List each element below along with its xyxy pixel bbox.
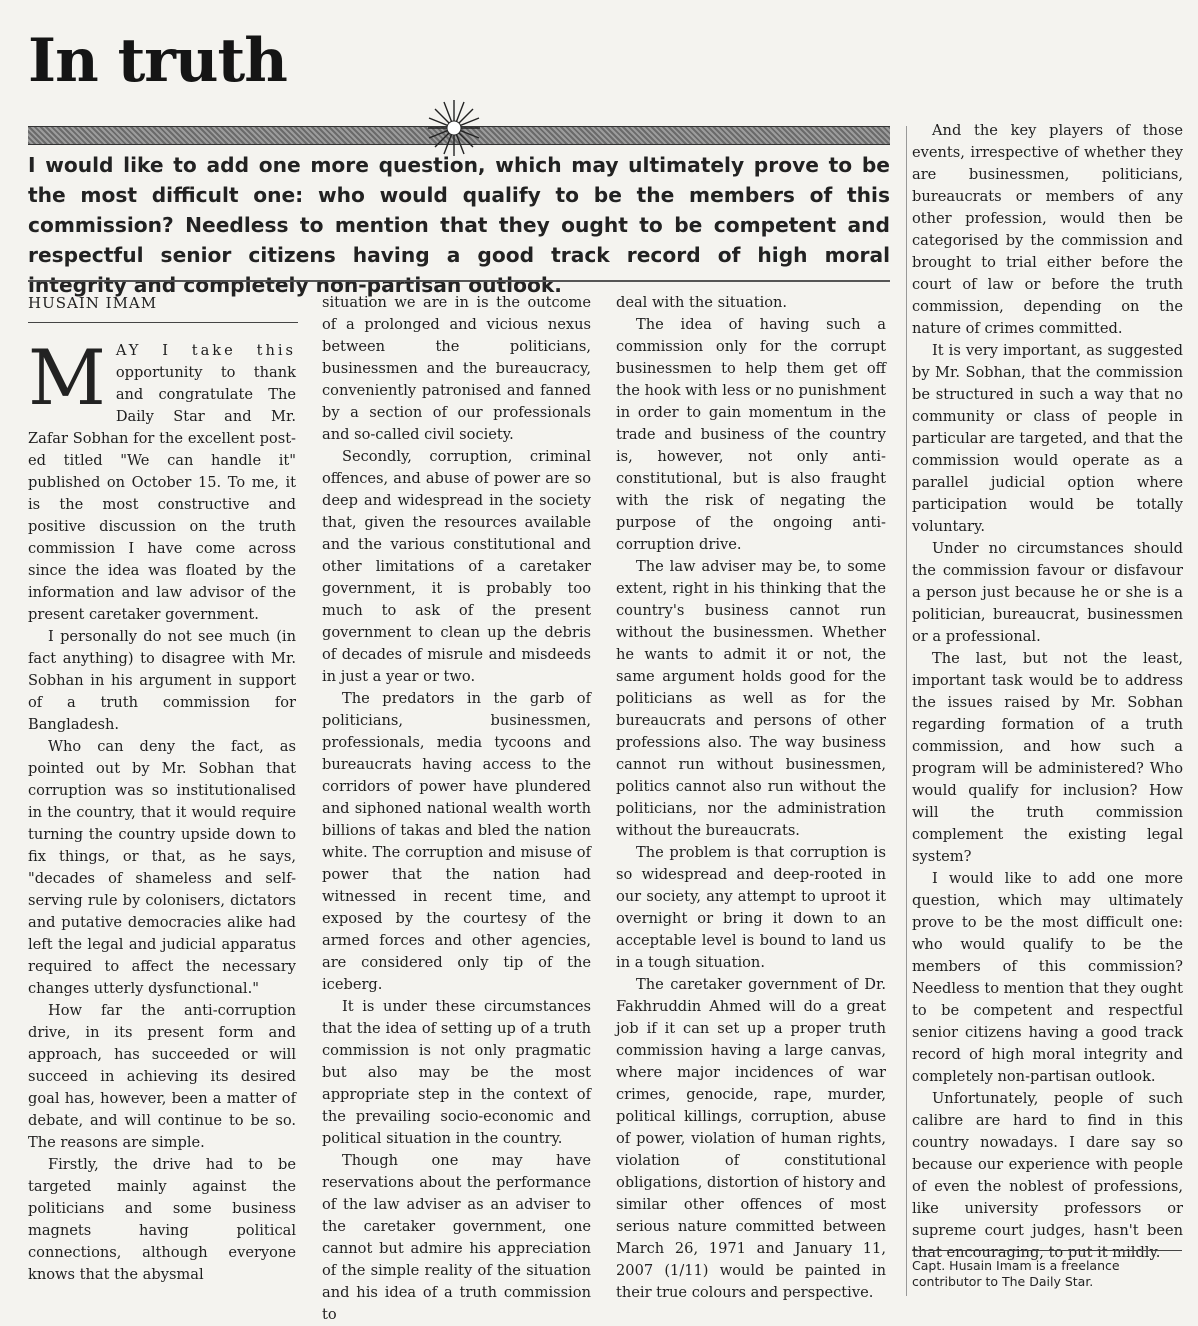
column-4	[912, 120, 1183, 1264]
paragraph: The law adviser may be, to some extent, right in his thinking that the country's business cannot run without the businessmen. Whether he wants to admit it or not, the same argument holds good for the politicians as well as for the bureaucrats and persons of other professions also. The way business cannot run without businessmen, politics cannot also run without the politicians, nor the administration without the bureaucrats.	[616, 558, 886, 839]
paragraph: And the key players of those events, irrespective of whether they are businessmen, politicians, bureaucrats or members of any other profession, would then be categorised by the commission and brought to trial either before the court of law or before the truth commission, depending on the nature of crimes committed.	[912, 122, 1183, 337]
paragraph: situation we are in is the outcome of a prolonged and vicious nexus between the politicians, businessmen and the bureaucracy, conveniently patronised and fanned by a section of our professionals and so-called civil society.	[322, 294, 591, 443]
article-title: In truth	[28, 26, 287, 96]
paragraph: It is under these circumstances that the idea of setting up of a truth commission is not only pragmatic but also may be the most appropriate step in the context of the prevailing socio-economic and political situation in the country.	[322, 998, 591, 1147]
paragraph-text: opportunity to thank and congratulate The Daily Star and Mr. Zafar Sobhan for the excellent post-ed titled "We can handle it" published on October 15. To me, it is the most constructive and positive discussion on the truth commission I have come across since the idea was floated by the information and law advisor of the present caretaker government.	[28, 364, 296, 623]
column-3	[616, 292, 886, 1304]
byline: HUSAIN IMAM	[28, 294, 158, 312]
paragraph: Who can deny the fact, as pointed out by Mr. Sobhan that corruption was so institutionalised in the country, that it would require turning the country upside down to fix things, or that, as he says, "decades of shameless and self-serving rule by colonisers, dictators and putative democracies alike had left the legal and judicial apparatus required to affect the necessary changes utterly dysfunctional."	[28, 738, 296, 997]
paragraph: The caretaker government of Dr. Fakhruddin Ahmed will do a great job if it can set up a proper truth commission having a large canvas, where major incidences of war crimes, genocide, rape, murder, political killings, corruption, abuse of power, violation of human rights, violation of constitutional obligations, distortion of history and similar other offences of most serious nature committed between March 26, 1971 and January 11, 2007 (1/11) would be painted in their true colours and perspective.	[616, 976, 886, 1301]
pull-quote: I would like to add one more question, which may ultimately prove to be the most difficult one: who would qualify to be the members of this commission? Needless to mention that they ought to be competent and respectful senior citizens having a good track record of high moral integrity and completely non-partisan outlook.	[28, 153, 890, 297]
paragraph: deal with the situation.	[616, 294, 788, 311]
paragraph: It is very important, as suggested by Mr. Sobhan, that the commission be structured in such a way that no community or class of people in particular are targeted, and that the commission would operate as a parallel judicial option where participation would be totally voluntary.	[912, 342, 1183, 535]
paragraph: The last, but not the least, important task would be to address the issues raised by Mr. Sobhan regarding formation of a truth commission, and how such a program will be administered? Who would qualify for inclusion? How will the truth commission complement the existing legal system?	[912, 650, 1183, 865]
paragraph: Secondly, corruption, criminal offences, and abuse of power are so deep and widespread in the society that, given the resources available and the various constitutional and other limitations of a caretaker government, it is probably too much to ask of the present government to clean up the debris of decades of misrule and misdeeds in just a year or two.	[322, 448, 591, 685]
author-footnote: Capt. Husain Imam is a freelance contributor to The Daily Star.	[912, 1258, 1120, 1289]
paragraph: The idea of having such a commission only for the corrupt businessmen to help them get off the hook with less or no punishment in order to gain momentum in the trade and business of the country is, however, not only anti-constitutional, but is also fraught with the risk of negating the purpose of the ongoing anti-corruption drive.	[616, 316, 886, 553]
paragraph: I personally do not see much (in fact anything) to disagree with Mr. Sobhan in his argument in support of a truth commission for Bangladesh.	[28, 628, 296, 733]
paragraph: The problem is that corruption is so widespread and deep-rooted in our society, any attempt to uproot it overnight or bring it down to an acceptable level is bound to land us in a tough situation.	[616, 844, 886, 971]
column-2	[322, 292, 591, 1326]
paragraph: Under no circumstances should the commission favour or disfavour a person just because he or she is a politician, bureaucrat, businessmen or a professional.	[912, 540, 1183, 645]
paragraph: How far the anti-corruption drive, in its present form and approach, has succeeded or will succeed in achieving its desired goal has, however, been a matter of debate, and will continue to be so. The reasons are simple.	[28, 1002, 296, 1151]
paragraph: The predators in the garb of politicians, businessmen, professionals, media tycoons and bureaucrats having access to the corridors of power have plundered and siphoned national wealth worth billions of takas and bled the nation white. The corruption and misuse of power that the nation had witnessed in recent time, and exposed by the courtesy of the armed forces and other agencies, are considered only tip of the iceberg.	[322, 690, 591, 993]
paragraph: Firstly, the drive had to be targeted mainly against the politicians and some business magnets having political connections, although everyone knows that the abysmal	[28, 1156, 296, 1283]
footnote-rule	[912, 1250, 1182, 1251]
column-divider	[906, 126, 907, 1296]
paragraph: Though one may have reservations about the performance of the law adviser as an adviser to the caretaker government, one cannot but admire his appreciation of the simple reality of the situation and his idea of a truth commission to	[322, 1152, 591, 1323]
byline-rule	[28, 322, 298, 323]
lead-in: AY I take this	[115, 342, 296, 359]
starburst-icon	[426, 98, 482, 158]
pull-quote-rule	[28, 280, 890, 282]
paragraph	[28, 333, 296, 626]
paragraph: Unfortunately, people of such calibre are hard to find in this country nowadays. I dare say so because our experience with people of even the noblest of professions, like university professors or supreme court judges, hasn't been that encouraging, to put it mildly.	[912, 1090, 1183, 1261]
paragraph: I would like to add one more question, which may ultimately prove to be the most difficult one: who would qualify to be the members of this commission? Needless to mention that they ought to be competent and respectful senior citizens having a good track record of high moral integrity and completely non-partisan outlook.	[912, 870, 1183, 1085]
column-1	[28, 333, 296, 1286]
drop-cap: M	[28, 333, 106, 422]
